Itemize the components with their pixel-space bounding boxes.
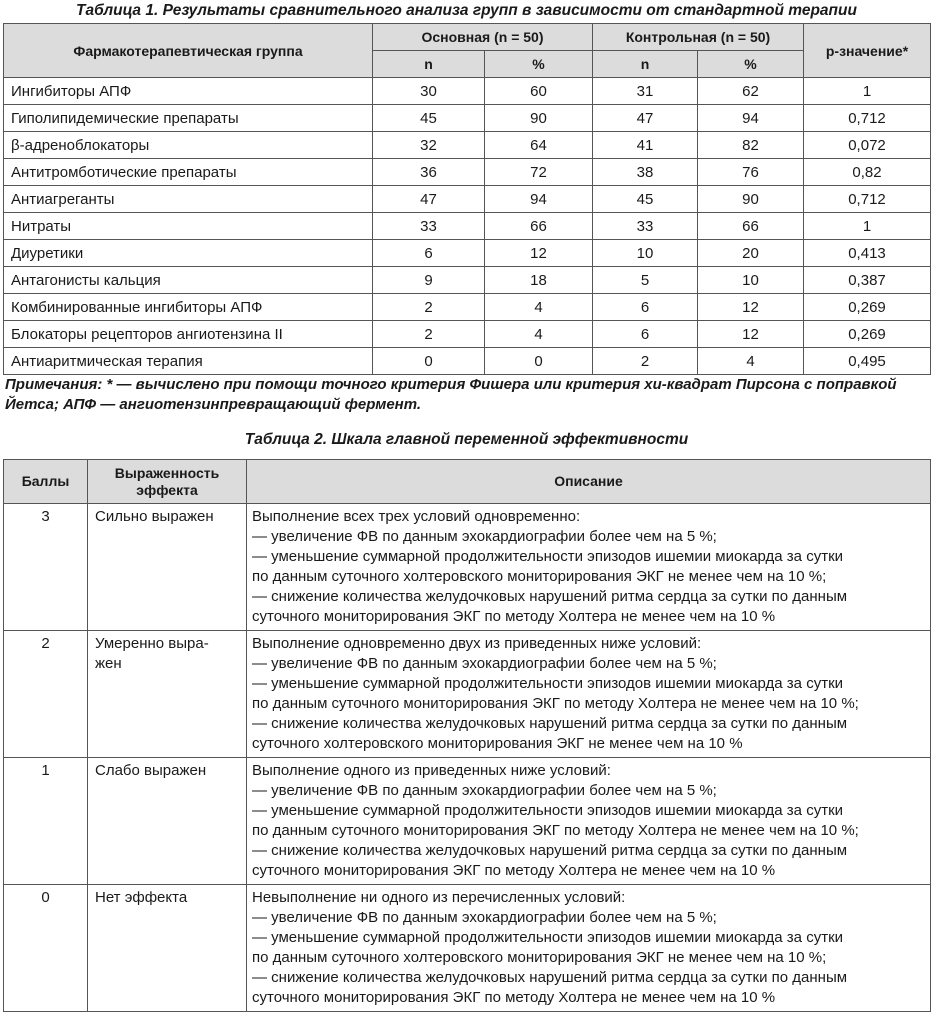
header-score: Баллы — [4, 460, 88, 504]
cell-ctrl-pct: 12 — [698, 294, 804, 321]
cell-name: Антиаритмическая терапия — [4, 348, 373, 375]
table2-body — [4, 504, 931, 1012]
table-row — [4, 885, 931, 1012]
cell-p: 1 — [804, 78, 931, 105]
header-main-pct: % — [485, 51, 593, 78]
table-row — [4, 78, 931, 105]
description-line: по данным суточного холтеровского мониторирования ЭКГ не менее чем на 10 %; — [252, 568, 827, 585]
header-description: Описание — [247, 460, 931, 504]
cell-ctrl-pct: 76 — [698, 159, 804, 186]
table1-notes — [5, 375, 930, 415]
cell-p: 0,413 — [804, 240, 931, 267]
cell-main-pct: 90 — [485, 105, 593, 132]
cell-ctrl-pct: 12 — [698, 321, 804, 348]
description-line: суточного холтеровского мониторирования ЭКГ не менее чем на 10 % — [252, 735, 743, 752]
cell-main-n: 33 — [373, 213, 485, 240]
table2 — [3, 459, 931, 1012]
cell-main-pct: 4 — [485, 294, 593, 321]
table-row — [4, 294, 931, 321]
description-line: Невыполнение ни одного из перечисленных условий: — [252, 889, 626, 906]
cell-ctrl-pct: 10 — [698, 267, 804, 294]
cell-p: 0,495 — [804, 348, 931, 375]
cell-name: Гиполипидемические препараты — [4, 105, 373, 132]
effect-line: Сильно выражен — [95, 508, 214, 525]
cell-ctrl-pct: 82 — [698, 132, 804, 159]
table-row — [4, 240, 931, 267]
cell-name: β-адреноблокаторы — [4, 132, 373, 159]
description-line: по данным суточного мониторирования ЭКГ по методу Холтера не менее чем на 10 %; — [252, 822, 859, 839]
cell-description — [247, 758, 931, 885]
cell-main-n: 47 — [373, 186, 485, 213]
notes-text: * — вычислено при помощи точного критерия Фишера или критерия хи-квадрат Пирсона с поправкой Йетса; АПФ — ангиотензинпревращающий фермент. — [5, 376, 897, 413]
header-effect-line2: эффекта — [136, 481, 198, 498]
cell-ctrl-pct: 20 — [698, 240, 804, 267]
table1 — [3, 23, 931, 375]
description-line: суточного мониторирования ЭКГ по методу Холтера не менее чем на 10 % — [252, 862, 776, 879]
cell-p: 0,387 — [804, 267, 931, 294]
header-effect — [88, 460, 247, 504]
description-line: — уменьшение суммарной продолжительности эпизодов ишемии миокарда за сутки — [252, 675, 844, 692]
cell-score: 1 — [4, 758, 88, 885]
cell-p: 1 — [804, 213, 931, 240]
cell-main-n: 6 — [373, 240, 485, 267]
table-row — [4, 105, 931, 132]
description-line: — уменьшение суммарной продолжительности эпизодов ишемии миокарда за сутки — [252, 802, 844, 819]
table-row — [4, 267, 931, 294]
cell-name: Антагонисты кальция — [4, 267, 373, 294]
cell-main-pct: 18 — [485, 267, 593, 294]
cell-p: 0,072 — [804, 132, 931, 159]
cell-p: 0,712 — [804, 186, 931, 213]
table-row — [4, 321, 931, 348]
cell-ctrl-pct: 94 — [698, 105, 804, 132]
table-row — [4, 631, 931, 758]
header-main: Основная (n = 50) — [373, 24, 593, 51]
cell-main-pct: 60 — [485, 78, 593, 105]
description-line: — снижение количества желудочковых нарушений ритма сердца за сутки по данным — [252, 842, 848, 859]
cell-description — [247, 631, 931, 758]
description-line: — увеличение ФВ по данным эхокардиографии более чем на 5 %; — [252, 782, 717, 799]
description-line: Выполнение всех трех условий одновременно: — [252, 508, 581, 525]
cell-ctrl-pct: 90 — [698, 186, 804, 213]
cell-main-pct: 12 — [485, 240, 593, 267]
effect-line: Умеренно выра- — [95, 635, 209, 652]
description-line: — снижение количества желудочковых нарушений ритма сердца за сутки по данным — [252, 715, 848, 732]
description-line: суточного мониторирования ЭКГ по методу Холтера не менее чем на 10 % — [252, 608, 776, 625]
cell-name: Блокаторы рецепторов ангиотензина II — [4, 321, 373, 348]
description-line: — уменьшение суммарной продолжительности эпизодов ишемии миокарда за сутки — [252, 548, 844, 565]
table1-body — [4, 78, 931, 375]
cell-ctrl-pct: 62 — [698, 78, 804, 105]
description-line: — увеличение ФВ по данным эхокардиографии более чем на 5 %; — [252, 655, 717, 672]
table-row — [4, 132, 931, 159]
cell-ctrl-pct: 66 — [698, 213, 804, 240]
cell-main-pct: 0 — [485, 348, 593, 375]
notes-lead: Примечания: — [5, 376, 103, 393]
cell-name: Нитраты — [4, 213, 373, 240]
cell-main-pct: 66 — [485, 213, 593, 240]
cell-description — [247, 504, 931, 631]
cell-ctrl-n: 41 — [593, 132, 698, 159]
cell-main-pct: 64 — [485, 132, 593, 159]
description-line: — уменьшение суммарной продолжительности эпизодов ишемии миокарда за сутки — [252, 929, 844, 946]
cell-name: Диуретики — [4, 240, 373, 267]
cell-main-n: 45 — [373, 105, 485, 132]
cell-main-n: 36 — [373, 159, 485, 186]
effect-line: жен — [95, 655, 122, 672]
table-row — [4, 159, 931, 186]
description-line: — снижение количества желудочковых нарушений ритма сердца за сутки по данным — [252, 588, 848, 605]
description-line: суточного мониторирования ЭКГ по методу Холтера не менее чем на 10 % — [252, 989, 776, 1006]
cell-ctrl-n: 38 — [593, 159, 698, 186]
description-line: Выполнение одного из приведенных ниже условий: — [252, 762, 611, 779]
table-row — [4, 348, 931, 375]
cell-p: 0,82 — [804, 159, 931, 186]
table-row — [4, 758, 931, 885]
cell-ctrl-n: 10 — [593, 240, 698, 267]
cell-score: 3 — [4, 504, 88, 631]
cell-p: 0,712 — [804, 105, 931, 132]
cell-name: Комбинированные ингибиторы АПФ — [4, 294, 373, 321]
table-row — [4, 213, 931, 240]
effect-line: Нет эффекта — [95, 889, 188, 906]
header-control-pct: % — [698, 51, 804, 78]
description-line: по данным суточного холтеровского мониторирования ЭКГ не менее чем на 10 %; — [252, 949, 827, 966]
cell-p: 0,269 — [804, 294, 931, 321]
description-line: — снижение количества желудочковых нарушений ритма сердца за сутки по данным — [252, 969, 848, 986]
cell-ctrl-n: 45 — [593, 186, 698, 213]
cell-name: Ингибиторы АПФ — [4, 78, 373, 105]
cell-main-n: 2 — [373, 294, 485, 321]
cell-ctrl-n: 47 — [593, 105, 698, 132]
table2-caption: Таблица 2. Шкала главной переменной эффективности — [244, 431, 689, 448]
cell-main-n: 32 — [373, 132, 485, 159]
cell-main-n: 9 — [373, 267, 485, 294]
cell-ctrl-n: 5 — [593, 267, 698, 294]
cell-ctrl-pct: 4 — [698, 348, 804, 375]
description-line: — увеличение ФВ по данным эхокардиографии более чем на 5 %; — [252, 909, 717, 926]
cell-main-pct: 72 — [485, 159, 593, 186]
cell-ctrl-n: 6 — [593, 294, 698, 321]
table-row — [4, 504, 931, 631]
description-line: — увеличение ФВ по данным эхокардиографии более чем на 5 %; — [252, 528, 717, 545]
cell-main-pct: 4 — [485, 321, 593, 348]
cell-effect — [88, 504, 247, 631]
header-effect-line1: Выраженность — [114, 464, 220, 481]
cell-ctrl-n: 6 — [593, 321, 698, 348]
cell-score: 2 — [4, 631, 88, 758]
cell-main-n: 2 — [373, 321, 485, 348]
header-main-n: n — [373, 51, 485, 78]
cell-main-n: 30 — [373, 78, 485, 105]
cell-main-pct: 94 — [485, 186, 593, 213]
description-line: Выполнение одновременно двух из приведенных ниже условий: — [252, 635, 702, 652]
cell-ctrl-n: 33 — [593, 213, 698, 240]
header-group: Фармакотерапевтическая группа — [4, 24, 373, 78]
cell-name: Антиагреганты — [4, 186, 373, 213]
header-control: Контрольная (n = 50) — [593, 24, 804, 51]
header-control-n: n — [593, 51, 698, 78]
cell-ctrl-n: 31 — [593, 78, 698, 105]
table1-caption: Таблица 1. Результаты сравнительного анализа групп в зависимости от стандартной терапии — [76, 2, 857, 19]
cell-main-n: 0 — [373, 348, 485, 375]
description-line: по данным суточного мониторирования ЭКГ по методу Холтера не менее чем на 10 %; — [252, 695, 859, 712]
cell-name: Антитромботические препараты — [4, 159, 373, 186]
cell-effect — [88, 631, 247, 758]
cell-effect — [88, 885, 247, 1012]
cell-score: 0 — [4, 885, 88, 1012]
effect-line: Слабо выражен — [95, 762, 207, 779]
cell-ctrl-n: 2 — [593, 348, 698, 375]
table-row — [4, 186, 931, 213]
cell-effect — [88, 758, 247, 885]
cell-description — [247, 885, 931, 1012]
header-p-value: p-значение* — [804, 24, 931, 78]
cell-p: 0,269 — [804, 321, 931, 348]
